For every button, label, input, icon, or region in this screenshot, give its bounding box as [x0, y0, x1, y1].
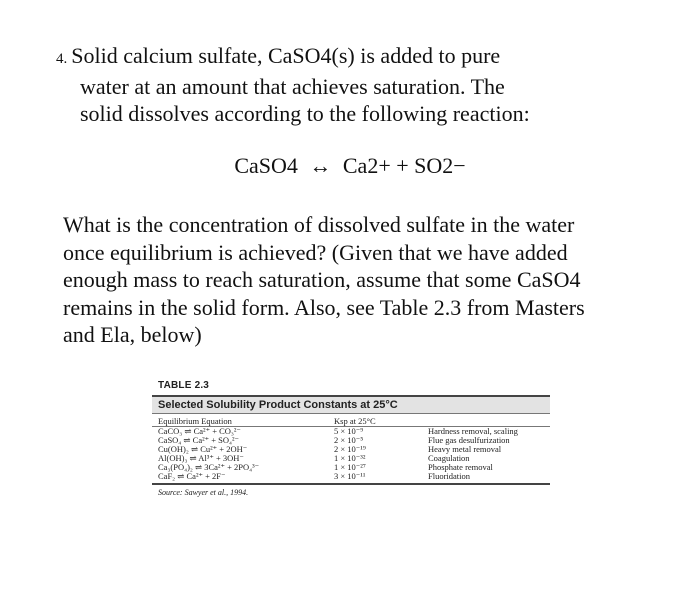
cell-equation: Ca₃(PO₄)₂ ⇌ 3Ca²⁺ + 2PO₄³⁻ — [158, 462, 260, 472]
cell-ksp: 3 × 10⁻¹¹ — [334, 471, 366, 481]
table-header-row — [152, 415, 550, 427]
header-ksp: Ksp at 25°C — [328, 415, 422, 427]
prompt-line-1: What is the concentration of dissolved sulfate in the water — [63, 212, 575, 237]
header-application — [422, 415, 550, 427]
cell-application: Phosphate removal — [428, 462, 493, 472]
prompt-line-5: and Ela, below) — [63, 322, 202, 347]
cell-equation: Cu(OH)₂ ⇌ Cu²⁺ + 2OH⁻ — [158, 444, 248, 454]
cell-equation: CaCO₃ ⇌ Ca²⁺ + CO₃²⁻ — [158, 426, 241, 436]
table-bottom-rule — [152, 483, 550, 485]
table-caption: Selected Solubility Product Constants at 25°C — [152, 395, 550, 414]
table-row — [152, 472, 550, 483]
cell-ksp: 5 × 10⁻⁹ — [334, 426, 364, 436]
cell-equation: Al(OH)₃ ⇌ Al³⁺ + 3OH⁻ — [158, 453, 244, 463]
cell-ksp: 1 × 10⁻³² — [334, 453, 366, 463]
cell-ksp: 2 × 10⁻¹⁹ — [334, 444, 366, 454]
equation-right: Ca2+ + SO2− — [342, 153, 466, 178]
cell-application: Heavy metal removal — [428, 444, 502, 454]
cell-application: Fluoridation — [428, 471, 471, 481]
cell-application: Coagulation — [428, 453, 470, 463]
solubility-table-figure — [152, 380, 552, 530]
prompt-line-4: remains in the solid form. Also, see Table 2.3 from Masters — [63, 294, 585, 320]
prompt-line-2: once equilibrium is achieved? (Given that we have added — [63, 239, 568, 265]
question-line-1 — [56, 42, 656, 73]
reaction-equation — [0, 153, 700, 179]
cell-ksp: 1 × 10⁻²⁷ — [334, 462, 366, 472]
question-line-2: water at an amount that achieves saturation. The — [80, 74, 505, 99]
header-equation: Equilibrium Equation — [152, 415, 328, 427]
equation-left: CaSO4 — [234, 153, 298, 178]
question-text-1: Solid calcium sulfate, CaSO4(s) is added to pure — [71, 43, 501, 68]
cell-ksp: 2 × 10⁻⁵ — [334, 435, 364, 445]
equation-arrow: ↔ — [309, 153, 332, 178]
cell-application: Flue gas desulfurization — [428, 435, 510, 445]
question-prompt — [63, 211, 663, 349]
table-label: TABLE 2.3 — [158, 380, 210, 391]
table-source: Source: Sawyer et al., 1994. — [158, 488, 249, 497]
cell-equation: CaSO₄ ⇌ Ca²⁺ + SO₄²⁻ — [158, 435, 240, 445]
solubility-table — [152, 415, 550, 483]
question-number: 4. — [56, 51, 68, 67]
cell-equation: CaF₂ ⇌ Ca²⁺ + 2F⁻ — [158, 471, 226, 481]
question-line-3: solid dissolves according to the following reaction: — [80, 101, 530, 126]
cell-application: Hardness removal, scaling — [428, 426, 518, 436]
question-intro — [56, 42, 656, 127]
prompt-line-3: enough mass to reach saturation, assume that some CaSO4 — [63, 267, 581, 292]
